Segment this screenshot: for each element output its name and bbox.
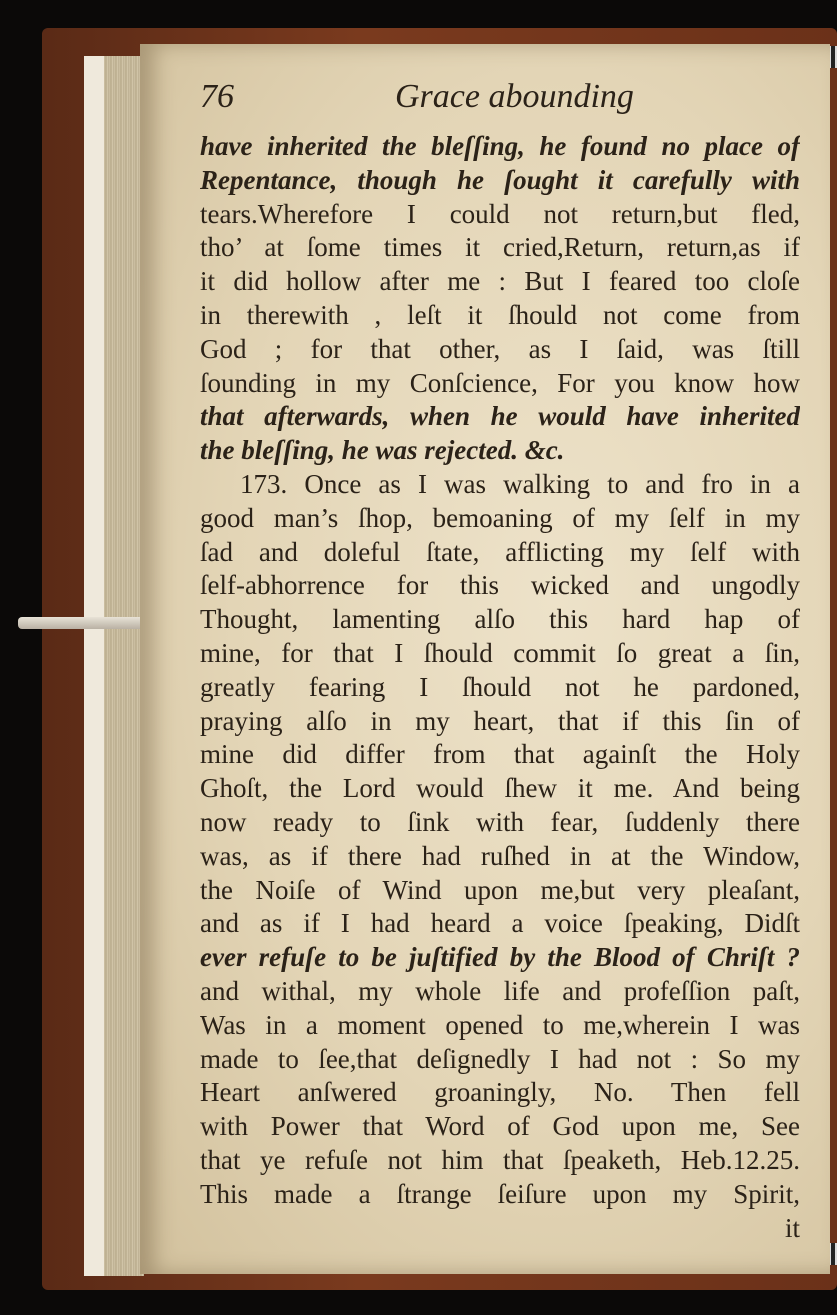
text-line: it did hollow after me : But I feared too cloſe [200, 266, 800, 297]
text-line: made to ſee,that deſignedly I had not : So my [200, 1043, 800, 1074]
catchword: it [784, 1212, 800, 1243]
text-line: and as if I had heard a voice ſpeaking, Didſt [200, 908, 800, 939]
text-line: mine did differ from that againſt the Holy [200, 739, 800, 770]
page-text-block [200, 78, 800, 1245]
flyleaf-edge [84, 56, 104, 1276]
text-line: ſounding in my Conſcience, For you know how [200, 367, 800, 398]
text-line: mine, for that I ſhould commit ſo great a ſin, [200, 637, 800, 668]
text-line: This made a ſtrange ſeiſure upon my Spirit, [200, 1178, 800, 1209]
page-header [200, 78, 800, 130]
text-line: was, as if there had ruſhed in at the Window, [200, 840, 800, 871]
text-line: Ghoſt, the Lord would ſhew it me. And being [200, 773, 800, 804]
text-line: now ready to ſink with fear, ſuddenly there [200, 806, 800, 837]
text-line: Heart anſwered groaningly, No. Then fell [200, 1077, 800, 1108]
text-line: have inherited the bleſſing, he found no place of [200, 131, 800, 161]
text-line: Repentance, though he ſought it carefully with [200, 164, 800, 195]
body-lines [200, 130, 800, 1212]
text-line: and withal, my whole life and profeſſion paſt, [200, 975, 800, 1006]
text-line: that ye refuſe not him that ſpeaketh, Heb.12.25. [200, 1144, 800, 1175]
text-line: ſad and doleful ſtate, afflicting my ſelf with [200, 536, 800, 567]
text-line: good man’s ſhop, bemoaning of my ſelf in my [200, 502, 800, 533]
text-line: praying alſo in my heart, that if this ſin of [200, 705, 800, 736]
text-line: the Noiſe of Wind upon me,but very pleaſant, [200, 874, 800, 905]
text-line: 173. Once as I was walking to and fro in a [240, 468, 800, 499]
text-line: Was in a moment opened to me,wherein I was [200, 1009, 800, 1040]
text-line: ſelf-abhorrence for this wicked and ungodly [200, 570, 800, 601]
text-line: God ; for that other, as I ſaid, was ſtill [200, 333, 800, 364]
book-page [140, 44, 830, 1274]
text-line: the bleſſing, he was rejected. &c. [200, 435, 565, 466]
text-line: in therewith , leſt it ſhould not come from [200, 299, 800, 330]
text-line: ever refuſe to be juſtified by the Blood of Chriſt ? [200, 942, 800, 973]
running-head: Grace abounding [395, 78, 634, 115]
text-line: Thought, lamenting alſo this hard hap of [200, 604, 800, 635]
text-line: greatly fearing I ſhould not he pardoned, [200, 671, 800, 702]
text-line: tho’ at ſome times it cried,Return, return,as if [200, 232, 800, 263]
text-line: with Power that Word of God upon me, See [200, 1111, 800, 1142]
text-line: tears.Wherefore I could not return,but fled, [200, 198, 800, 229]
page-number: 76 [200, 78, 234, 115]
text-line: that afterwards, when he would have inherited [200, 401, 800, 432]
